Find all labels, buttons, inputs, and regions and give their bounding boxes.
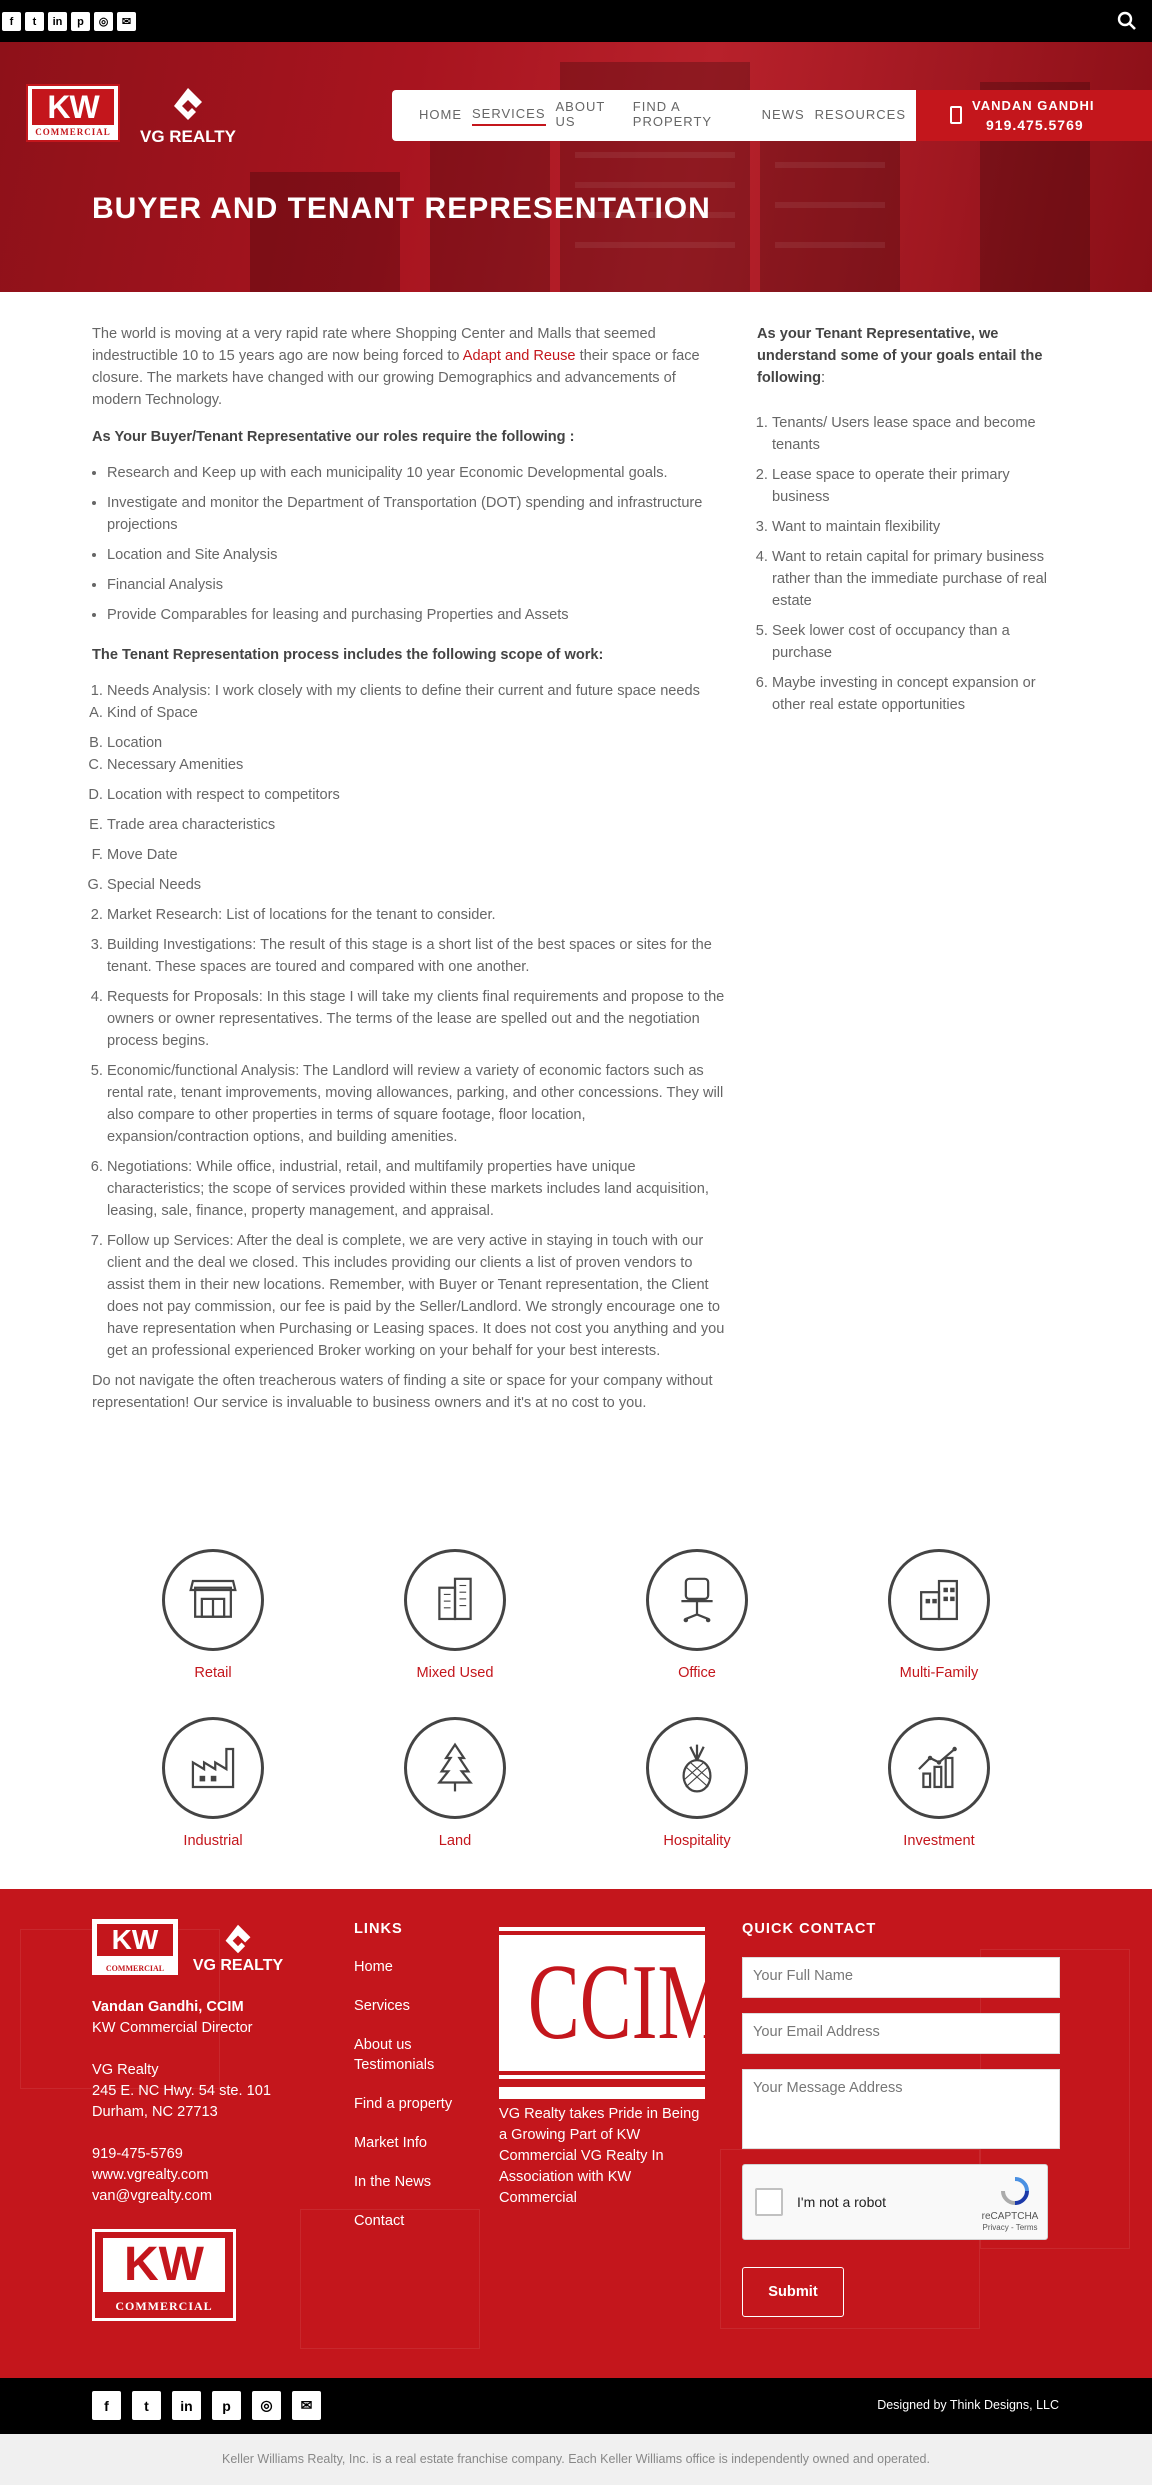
list-item: • Research and Keep up with each municipality 10 year Economic Developmental goals. [107,462,728,484]
apartment-icon[interactable] [888,1549,990,1651]
list-item: 5. Seek lower cost of occupancy than a purchase [772,620,1059,664]
footer-link[interactable]: About us Testimonials [354,2037,435,2073]
nav-item-find-a-property[interactable]: FIND A PROPERTY [632,99,713,129]
twitter-icon[interactable]: t [132,2391,161,2420]
email-icon[interactable]: ✉ [292,2391,321,2420]
list-item: • Provide Comparables for leasing and purchasing Properties and Assets [107,604,728,626]
message-textarea[interactable]: Your Message Address [742,2069,1060,2149]
address-line-2: Durham, NC 27713 [92,2104,218,2120]
vg-realty-logo[interactable] [138,86,238,146]
large-kw-logo-subtext: COMMERCIAL [115,2299,213,2313]
footer-link[interactable]: In the News [354,2174,432,2190]
needs-analysis-text: Needs Analysis: I work closely with my clients to define their current and future space needs [107,683,700,699]
sidebar-heading [757,323,1059,389]
list-item: 3. Want to maintain flexibility [772,516,1059,538]
contact-name: VANDAN GANDHI [972,98,1095,113]
sidebar-heading-text: As your Tenant Representative, we understand some of your goals entail the following [757,326,1043,386]
submit-button[interactable]: Submit [742,2267,844,2317]
footer-contact-info [92,1919,322,2321]
pineapple-icon[interactable] [646,1717,748,1819]
property-type-label[interactable]: Hospitality [663,1833,731,1849]
growth-chart-icon[interactable] [888,1717,990,1819]
list-item: G. Special Needs [107,874,728,896]
full-name-input[interactable]: Your Full Name [742,1957,1060,1998]
links-heading: LINKS [354,1921,403,1937]
process-steps-list [107,680,728,1362]
email-input[interactable]: Your Email Address [742,2013,1060,2054]
list-item: C. Necessary Amenities [107,754,728,776]
property-type-label[interactable]: Land [438,1833,472,1849]
footer-vg-logo-text: VG REALTY [192,1957,284,1974]
designer-credit[interactable]: Designed by Think Designs, LLC [877,2398,1059,2412]
facebook-icon[interactable]: f [2,12,21,31]
nav-item-resources[interactable]: RESOURCES [814,106,906,122]
roles-heading: As Your Buyer/Tenant Representative our roles require the following : [92,429,575,445]
quick-contact-form [742,1921,1060,2317]
nav-item-news[interactable]: NEWS [761,106,805,122]
list-item: 6. Maybe investing in concept expansion or other real estate opportunities [772,672,1059,716]
list-item: 2. Lease space to operate their primary business [772,464,1059,508]
footer-kw-logo-text: KW [97,1924,173,1956]
list-item [107,680,728,896]
list-item: • Financial Analysis [107,574,728,596]
main-content [92,323,728,1429]
property-type-retail[interactable] [92,1545,334,1685]
kw-commercial-logo[interactable] [26,84,120,142]
list-item: B. Location [107,732,728,754]
nav-item-services[interactable]: SERVICES [472,106,546,126]
recaptcha-icon [995,2175,1035,2207]
footer-link[interactable]: Home [354,1959,393,1975]
list-item: 4. Want to retain capital for primary business rather than the immediate purchase of real estate [772,546,1059,612]
vg-diamond-icon [221,1923,255,1955]
linkedin-icon[interactable]: in [48,12,67,31]
list-item: D. Location with respect to competitors [107,784,728,806]
quick-contact-heading: QUICK CONTACT [742,1921,877,1937]
property-type-land[interactable] [334,1713,576,1853]
list-item: 6. Negotiations: While office, industrial, retail, and multifamily properties have unique characteristics; the scope of services provided within these markets includes land acquisition, leasing, sale, finance, property management, and appraisal. [107,1156,728,1222]
page-title: BUYER AND TENANT REPRESENTATION [92,192,711,225]
contact-box[interactable] [916,90,1152,141]
footer-kw-commercial-large-logo [92,2229,236,2321]
property-type-multi-family[interactable] [818,1545,1060,1685]
factory-icon[interactable] [162,1717,264,1819]
hero-banner [0,42,1152,292]
agent-name: Vandan Gandhi, CCIM [92,1999,244,2015]
email-icon[interactable]: ✉ [117,12,136,31]
property-type-label[interactable]: Investment [903,1833,975,1849]
property-type-industrial[interactable] [92,1713,334,1853]
goals-list [772,412,1059,716]
property-type-label[interactable]: Retail [194,1665,232,1681]
ccim-logo [499,1919,727,2099]
property-type-label[interactable]: Office [678,1665,716,1681]
agent-title: KW Commercial Director [92,2020,253,2036]
footer-link[interactable]: Contact [354,2213,405,2229]
property-type-label[interactable]: Mixed Used [416,1665,494,1681]
roles-list [107,462,728,626]
address-line-1: 245 E. NC Hwy. 54 ste. 101 [92,2083,271,2099]
large-kw-logo-text: KW [103,2238,225,2292]
intro-paragraph [92,323,728,411]
footer-links [354,1921,494,2250]
footer-link[interactable]: Find a property [354,2096,453,2112]
search-icon[interactable] [1116,10,1138,32]
footer-email[interactable]: van@vgrealty.com [92,2188,212,2204]
top-social-links [2,12,136,31]
office-chair-icon[interactable] [646,1549,748,1651]
list-item: 2. Market Research: List of locations for the tenant to consider. [107,904,728,926]
bottom-social-links [92,2391,321,2420]
property-type-label[interactable]: Industrial [183,1833,243,1849]
list-item: 1. Tenants/ Users lease space and become tenants [772,412,1059,456]
contact-phone[interactable]: 919.475.5769 [986,117,1084,133]
adapt-reuse-link[interactable]: Adapt and Reuse [462,348,576,364]
recaptcha-widget [742,2164,1048,2240]
closing-paragraph: Do not navigate the often treacherous waters of finding a site or space for your company without representation! Our service is invaluable to business owners and it's at no cost to you. [92,1373,713,1411]
buildings-icon[interactable] [404,1549,506,1651]
company-name: VG Realty [92,2062,159,2078]
kw-logo-subtext: COMMERCIAL [35,127,111,137]
footer-website[interactable]: www.vgrealty.com [92,2167,209,2183]
instagram-icon[interactable]: ◎ [252,2391,281,2420]
list-item: 3. Building Investigations: The result of this stage is a short list of the best spaces or sites for the tenant. These spaces are toured and compared with one another. [107,934,728,978]
tree-icon[interactable] [404,1717,506,1819]
list-item: F. Move Date [107,844,728,866]
kw-logo-text: KW [32,89,114,125]
pinterest-icon[interactable]: p [212,2391,241,2420]
intro-text-end: their space or face closure. The markets have changed with our growing Demographics and advancements of modern Technology. [92,348,700,408]
list-item: • Location and Site Analysis [107,544,728,566]
list-item: 7. Follow up Services: After the deal is complete, we are very active in staying in touch with our client and the deal we closed. This includes providing our clients a list of proven vendors to assist them in their new locations. Remember, with Buyer or Tenant representation, the Client does not pay commission, our fee is paid by the Seller/Landlord. We strongly encourage one to have representation when Purchasing or Leasing spaces. It does not cost you anything and you get an professional experienced Broker working on your behalf for your best interests. [107,1230,728,1362]
linkedin-icon[interactable]: in [172,2391,201,2420]
list-item: E. Trade area characteristics [107,814,728,836]
pinterest-icon[interactable]: p [71,12,90,31]
footer-phone[interactable]: 919-475-5769 [92,2146,183,2162]
footer-ccim [499,1919,727,2209]
bottom-bar [0,2378,1152,2434]
ccim-text: VG Realty takes Pride in Being a Growing Part of KW Commercial VG Realty In Association with KW Commercial [499,2106,700,2206]
vg-logo-text: VG REALTY [139,127,237,146]
property-type-mixed-used[interactable] [334,1545,576,1685]
footer-kw-logo[interactable] [92,1919,178,1975]
needs-sub-list [107,702,728,896]
main-nav [392,90,916,141]
footer-kw-logo-subtext: COMMERCIAL [105,1964,165,1973]
recaptcha-label: I'm not a robot [797,2194,887,2210]
recaptcha-brand [979,2211,1041,2233]
property-type-investment[interactable] [818,1713,1060,1853]
ccim-logo-text: CCIM [527,1943,727,2062]
process-heading: The Tenant Representation process includes the following scope of work: [92,647,604,663]
list-item: 4. Requests for Proposals: In this stage I will take my clients final requirements and propose to the owners or owner representatives. The terms of the lease are spelled out and the negotiation process begins. [107,986,728,1052]
footer-link[interactable]: Market Info [354,2135,427,2151]
facebook-icon[interactable]: f [92,2391,121,2420]
list-item: A. Kind of Space [107,702,728,724]
sidebar-goals [757,323,1059,724]
sidebar-heading-suffix: : [821,370,826,386]
storefront-icon[interactable] [162,1549,264,1651]
nav-item-home[interactable]: HOME [419,106,462,122]
nav-item-about-us[interactable]: ABOUT US [555,99,606,129]
recaptcha-brand-text: reCAPTCHA [981,2211,1039,2222]
top-bar [0,0,1152,42]
footer [0,1889,1152,2378]
property-type-label[interactable]: Multi-Family [899,1665,979,1681]
property-type-hospitality[interactable] [576,1713,818,1853]
list-item: 5. Economic/functional Analysis: The Landlord will review a variety of economic factors such as rental rate, tenant improvements, moving allowances, parking, and other concessions. They will also compare to other properties in terms of square footage, floor location, expansion/contraction options, and building amenities. [107,1060,728,1148]
property-type-office[interactable] [576,1545,818,1685]
vg-diamond-icon [170,86,206,122]
list-item: • Investigate and monitor the Department of Transportation (DOT) spending and infrastructure projections [107,492,728,536]
property-types-grid [92,1545,1060,1853]
recaptcha-privacy-links[interactable]: Privacy - Terms [982,2223,1038,2232]
twitter-icon[interactable]: t [25,12,44,31]
recaptcha-checkbox[interactable] [755,2188,783,2216]
instagram-icon[interactable]: ◎ [94,12,113,31]
footer-link[interactable]: Services [354,1998,410,2014]
intro-text: The world is moving at a very rapid rate where Shopping Center and Malls that seemed indestructible 10 to 15 years ago are now being forced to [92,326,656,364]
mobile-phone-icon [950,106,962,124]
footer-vg-logo[interactable] [188,1923,288,1976]
legal-disclaimer: Keller Williams Realty, Inc. is a real estate franchise company. Each Keller Williams office is independently owned and operated. [0,2434,1152,2485]
